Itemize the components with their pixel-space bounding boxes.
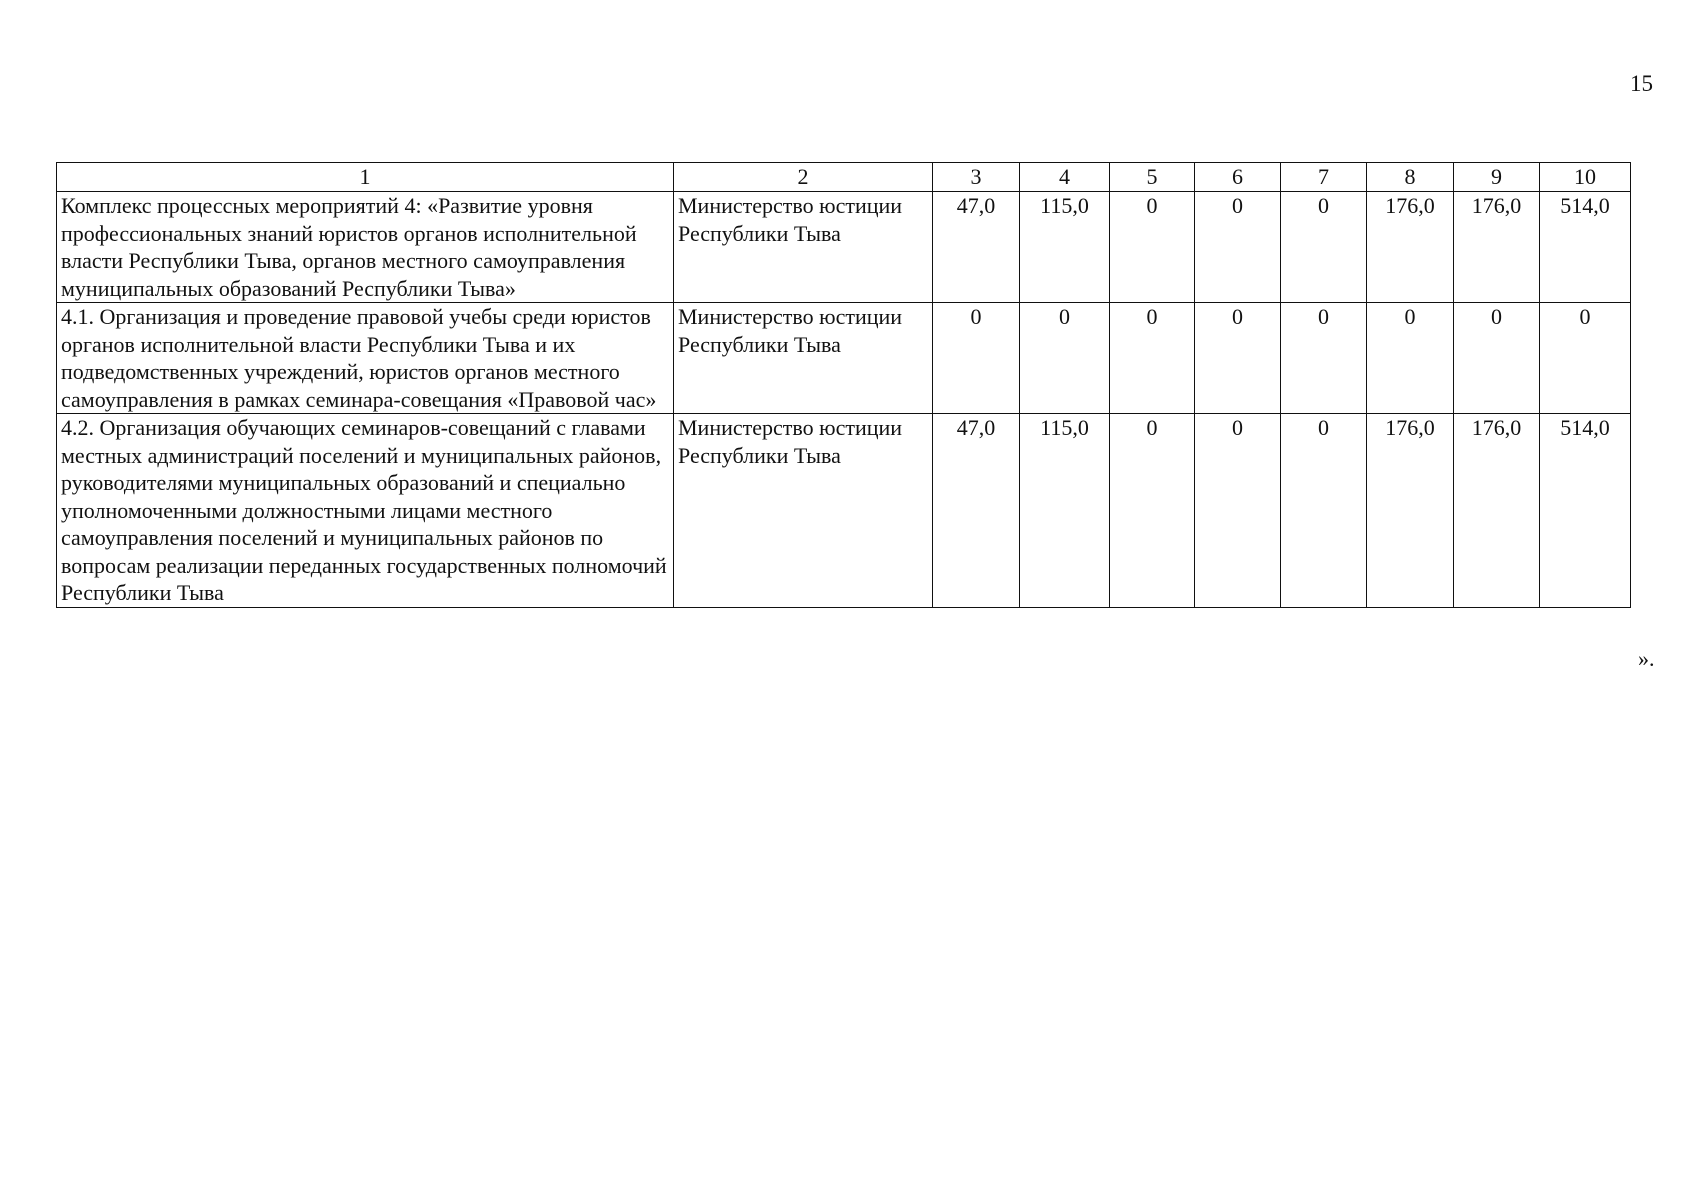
funding-value: 0 [1110, 414, 1195, 608]
funding-value: 115,0 [1020, 192, 1110, 303]
funding-value: 0 [1195, 303, 1281, 414]
activity-name: 4.1. Организация и проведение правовой учебы среди юристов органов исполнительной власти Республики Тыва и их подведомственных учреждений, юристов органов местного самоуправления в рамках семинара-совещания «Правовой час» [57, 303, 674, 414]
table-row [57, 414, 1631, 608]
table-row [57, 303, 1631, 414]
funding-total: 514,0 [1540, 414, 1631, 608]
funding-value: 0 [933, 303, 1020, 414]
funding-value: 47,0 [933, 414, 1020, 608]
funding-value: 0 [1281, 414, 1367, 608]
funding-value: 0 [1110, 303, 1195, 414]
program-table [56, 162, 1631, 608]
funding-value: 0 [1195, 414, 1281, 608]
funding-value: 0 [1281, 192, 1367, 303]
executor-name: Министерство юстиции Республики Тыва [674, 303, 933, 414]
column-header: 2 [674, 163, 933, 192]
column-header: 1 [57, 163, 674, 192]
funding-value: 0 [1454, 303, 1540, 414]
funding-value: 176,0 [1454, 192, 1540, 303]
funding-value: 0 [1110, 192, 1195, 303]
activity-name: Комплекс процессных мероприятий 4: «Развитие уровня профессиональных знаний юристов органов исполнительной власти Республики Тыва, органов местного самоуправления муниципальных образований Республики Тыва» [57, 192, 674, 303]
funding-value: 0 [1020, 303, 1110, 414]
page-number: 15 [1630, 71, 1653, 96]
funding-total: 514,0 [1540, 192, 1631, 303]
column-header: 7 [1281, 163, 1367, 192]
funding-total: 0 [1540, 303, 1631, 414]
funding-value: 0 [1195, 192, 1281, 303]
column-header: 4 [1020, 163, 1110, 192]
funding-value: 0 [1281, 303, 1367, 414]
funding-value: 47,0 [933, 192, 1020, 303]
table-row [57, 192, 1631, 303]
funding-value: 0 [1367, 303, 1454, 414]
column-header: 9 [1454, 163, 1540, 192]
column-header: 6 [1195, 163, 1281, 192]
column-header: 8 [1367, 163, 1454, 192]
funding-value: 115,0 [1020, 414, 1110, 608]
funding-value: 176,0 [1367, 414, 1454, 608]
column-header: 3 [933, 163, 1020, 192]
column-header: 10 [1540, 163, 1631, 192]
executor-name: Министерство юстиции Республики Тыва [674, 414, 933, 608]
funding-value: 176,0 [1454, 414, 1540, 608]
executor-name: Министерство юстиции Республики Тыва [674, 192, 933, 303]
column-header: 5 [1110, 163, 1195, 192]
funding-value: 176,0 [1367, 192, 1454, 303]
closing-quote-mark: ». [1638, 646, 1655, 671]
activity-name: 4.2. Организация обучающих семинаров-совещаний с главами местных администраций поселений и муниципальных районов, руководителями муниципальных образований и специально уполномоченными должностными лицами местного самоуправления поселений и муниципальных районов по вопросам реализации переданных государственных полномочий Республики Тыва [57, 414, 674, 608]
table-header-row [57, 163, 1631, 192]
